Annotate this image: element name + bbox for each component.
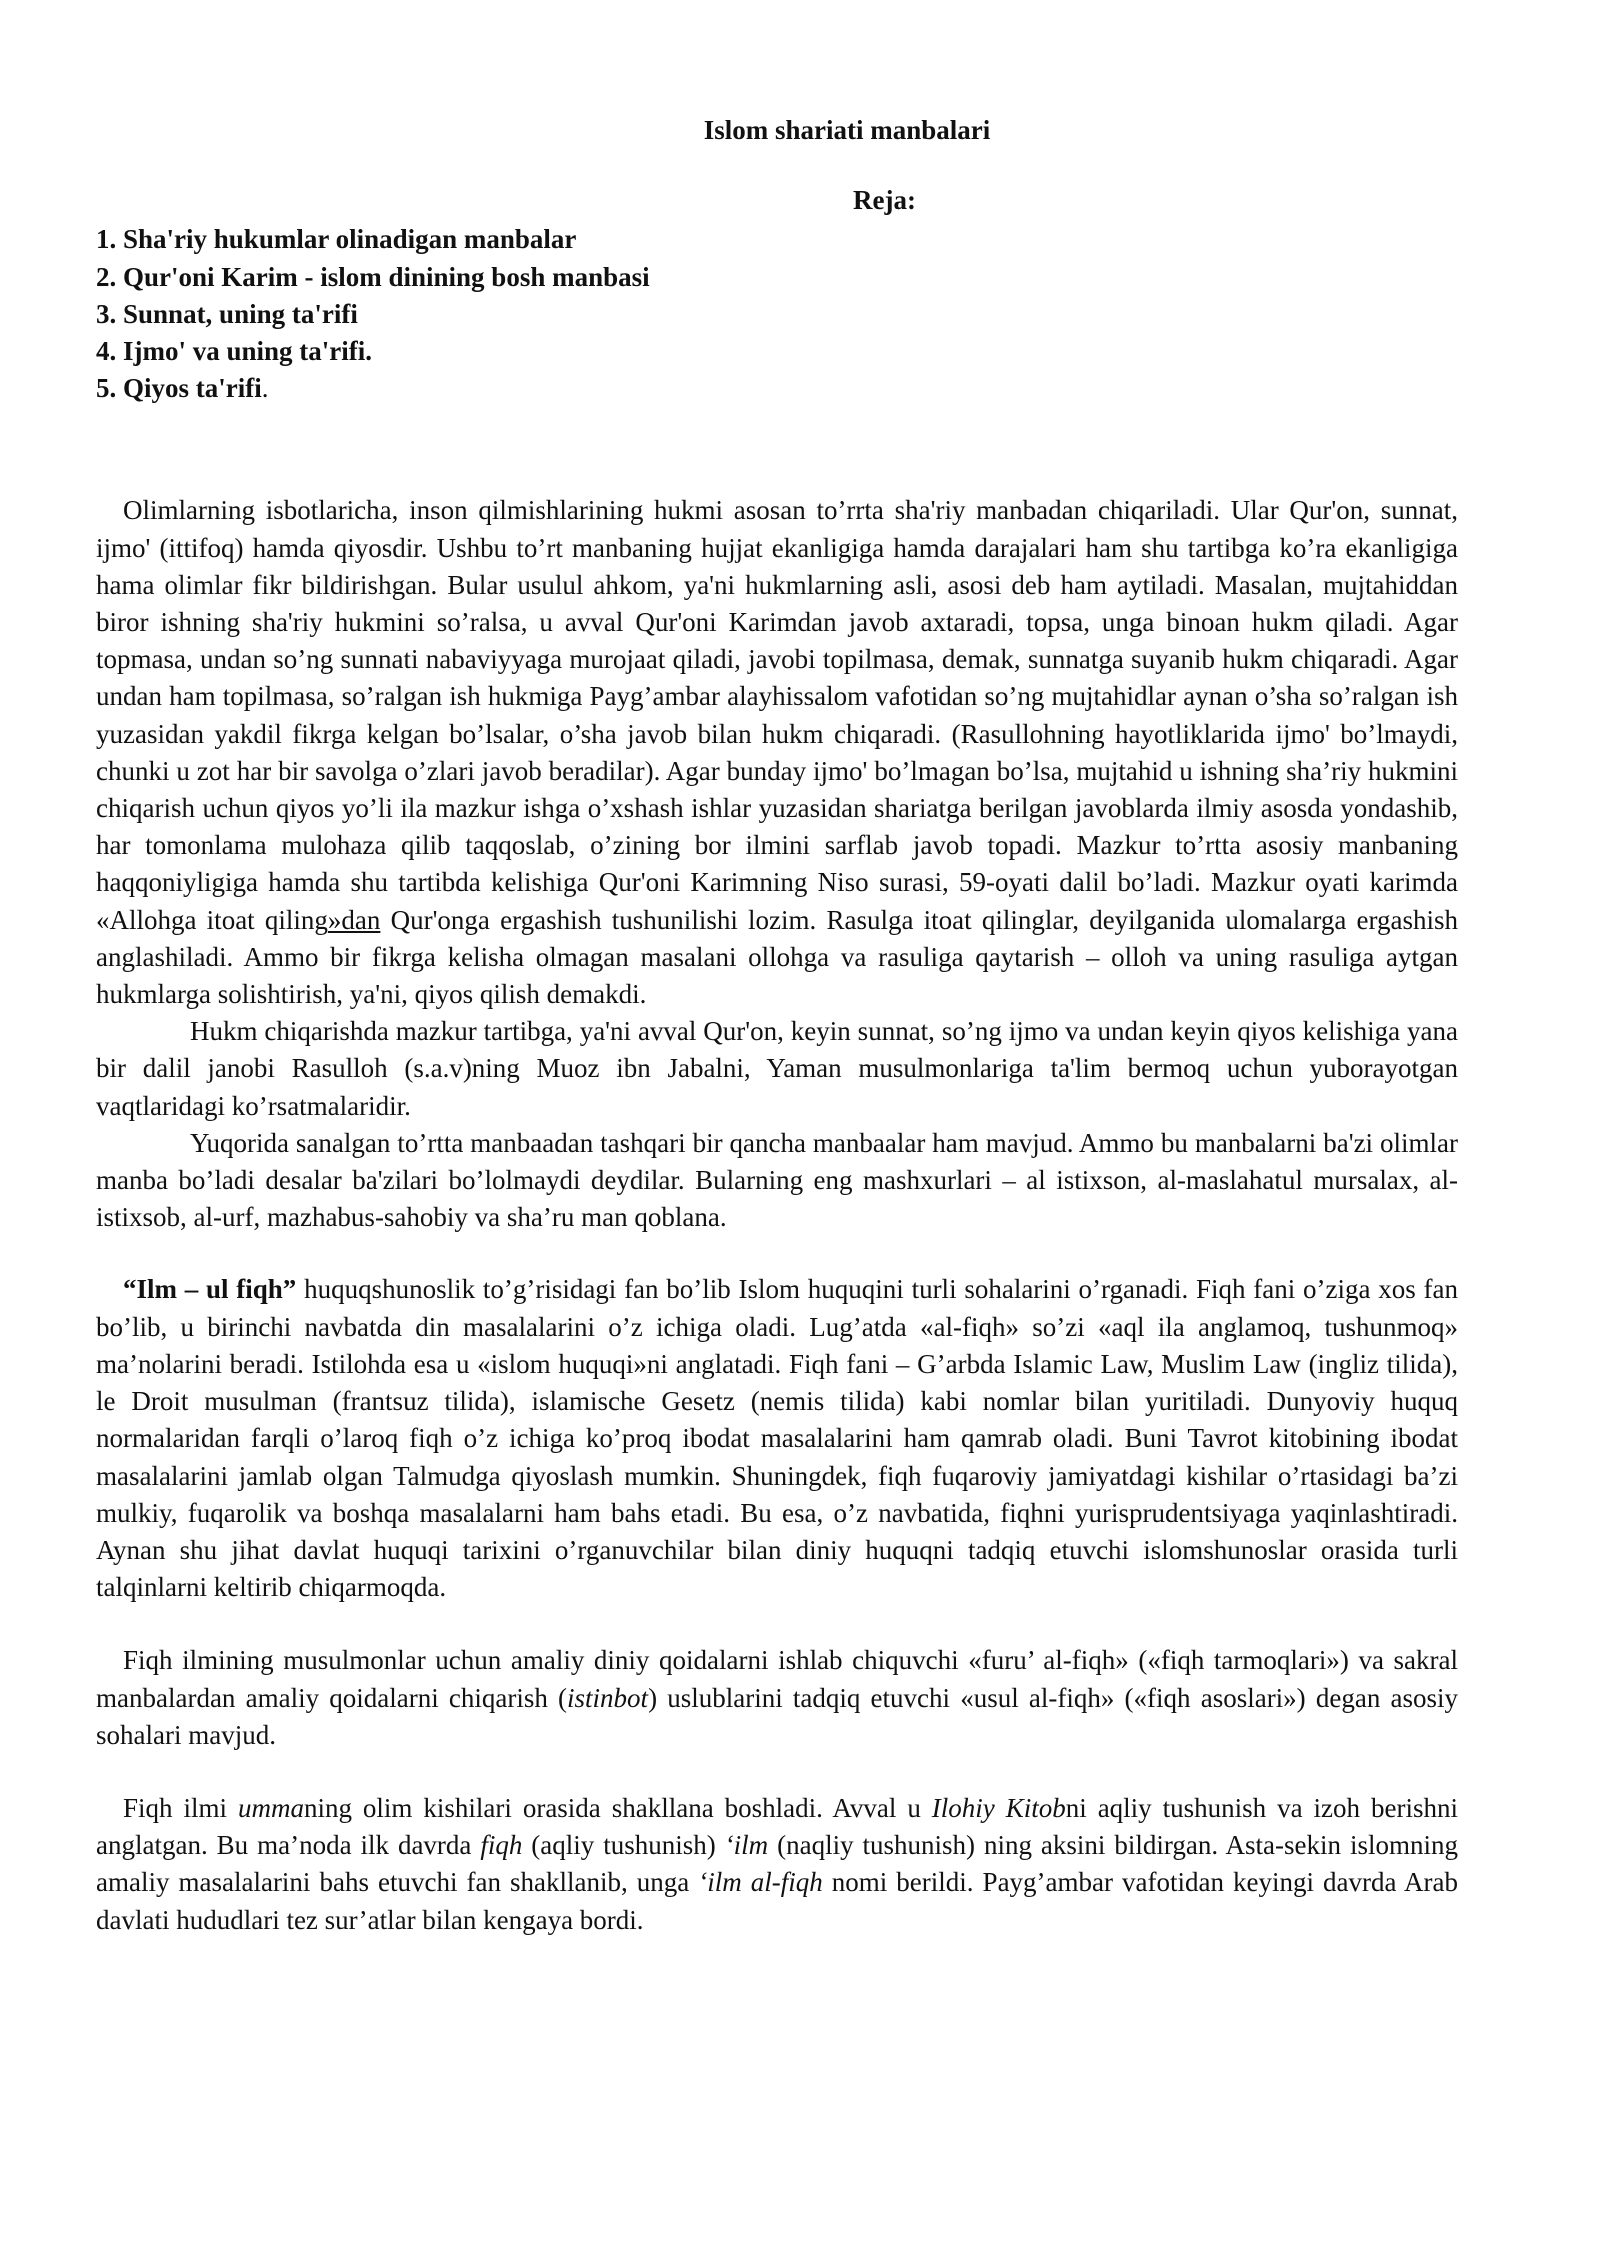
paragraph-text: nomi berildi. Payg’ambar vafotidan keyingi davrda Arab davlati hududlari tez sur’atlar bilan kengaya bordi. [96,1867,1458,1935]
paragraph-sources [96,492,1458,1013]
paragraph-text: (naqliy tushunish) ning aksini bildirgan. Asta-sekin islomning amaliy masalalarini bahs etuvchi fan shakllanib, unga [96,1830,1458,1898]
plan-item-text: 5. Qiyos ta'rifi [96,373,262,404]
paragraph-order: Hukm chiqarishda mazkur tartibga, ya'ni avval Qur'on, keyin sunnat, so’ng ijmo va undan keyin qiyos kelishiga yana bir dalil janobi Rasulloh (s.a.v)ning Muoz ibn Jabalni, Yaman musulmonlariga ta'lim bermoq uchun yuborayotgan vaqtlaridagi ko’rsatmalaridir. [96,1016,1458,1121]
paragraph-text: ) uslublarini tadqiq etuvchi «usul al-fiqh» («fiqh asoslari») degan asosiy sohalari mavjud. [96,1682,1458,1750]
paragraph-text: ni aqliy tushunish va izoh berishni anglatgan. Bu ma’noda ilk davrda [96,1792,1458,1861]
italic-term: ‘ilm [724,1830,769,1861]
paragraph-text: ning olim kishilari orasida shakllana boshladi. Avval u [303,1792,932,1823]
italic-term: ‘ilm al-fiqh [698,1867,823,1898]
paragraph-text: Qur'onga ergashish tushunilishi lozim. Rasulga itoat qilinglar, deyilganida ulomalarga ergashish anglashiladi. Ammo bir fikrga kelisha olmagan masalani ollohga va rasuliga qaytarish – olloh va uning rasuliga aytgan hukmlarga solishtirish, ya'ni, qiyos qilish demakdi. [96,904,1458,1010]
plan-item: 1. Sha'riy hukumlar olinadigan manbalar [96,224,577,255]
bold-term: “Ilm – ul fiqh” [123,1274,297,1305]
paragraph-text: huquqshunoslik to’g’risidagi fan bo’lib Islom huquqini turli sohalarini o’rganadi. Fiqh fani o’ziga xos fan bo’lib, u birinchi navbatda din masalalarini o’z ichiga oladi. Lug’atda «al-fiqh» so’zi «aql ila anglamoq, tushunmoq» ma’nolarini beradi. Istilohda esa u «islom huquqi»ni anglatadi. Fiqh fani – G’arbda Islamic Law, Muslim Law (ingliz tilida), le Droit musulman (frantsuz tilida), islamische Gesetz (nemis tilida) kabi nomlar bilan yuritiladi. Dunyoviy huquq normalaridan farqli o’laroq fiqh o’z ichiga ko’proq ibodat masalalarini ham qamrab oladi. Buni Tavrot kitobining ibodat masalalarini jamlab olgan Talmudga qiyoslash mumkin. Shuningdek, fiqh fuqaroviy jamiyatdagi kishilar o’rtasidagi ba’zi mulkiy, fuqarolik va boshqa masalalarni ham bahs etadi. Bu esa, o’z navbatida, fiqhni yurisprudentsiyaga yaqinlashtiradi. Aynan shu jihat davlat huquqi tarixini o’rganuvchilar bilan diniy huquqni tadqiq etuvchi islomshunoslar orasida turli talqinlarni keltirib chiqarmoqda. [96,1274,1458,1603]
paragraph-text: (aqliy tushunish) [522,1830,725,1861]
italic-term: istinbot [567,1682,649,1713]
plan-item-period: . [261,373,269,404]
underlined-text: »dan [327,904,381,935]
paragraph-ilm-ul-fiqh [96,1271,1458,1606]
plan-item: 3. Sunnat, uning ta'rifi [96,298,358,329]
plan-item: 2. Qur'oni Karim - islom dinining bosh manbasi [96,261,650,292]
paragraph-text: Fiqh ilmi [123,1792,238,1823]
paragraph-fiqh-branches [96,1642,1458,1754]
plan-label: Reja: [853,185,916,216]
paragraph-text: Olimlarning isbotlaricha, inson qilmishlarining hukmi asosan to’rrta sha'riy manbadan chiqariladi. Ular Qur'on, sunnat, ijmo' (ittifoq) hamda qiyosdir. Ushbu to’rt manbaning hujjat ekanligiga hamda darajalari ham shu tartibga ko’ra ekanligiga hama olimlar fikr bildirishgan. Bular usulul ahkom, ya'ni hukmlarning asli, asosi deb ham aytiladi. Masalan, mujtahiddan biror ishning sha'riy hukmini so’ralsa, u avval Qur'oni Karimdan javob axtaradi, topsa, unga binoan hukm qiladi. Agar topmasa, undan so’ng sunnati nabaviyyaga murojaat qiladi, javobi topilmasa, demak, sunnatga suyanib hukm chiqaradi. Agar undan ham topilmasa, so’ralgan ish hukmiga Payg’ambar alayhissalom vafotidan so’ng mujtahidlar aynan o’sha so’ralgan ish yuzasidan yakdil fikrga kelgan bo’lsalar, o’sha javob bilan hukm chiqaradi. (Rasullohning hayotliklarida ijmo' bo’lmaydi, chunki u zot har bir savolga o’zlari javob beradilar). Agar bunday ijmo' bo’lmagan bo’lsa, mujtahid u ishning sha’riy hukmini chiqarish uchun qiyos yo’li ila mazkur ishga o’xshash ishlar yuzasidan shariatga berilgan javoblarda ilmiy asosda yondashib, har tomonlama mulohaza qilib taqqoslab, o’zining bor ilmini sarflab javob topadi. Mazkur to’rtta asosiy manbaning haqqoniyligiga hamda shu tartibda kelishiga Qur'oni Karimning Niso surasi, 59-oyati dalil bo’ladi. Mazkur oyati karimda «Allohga itoat qiling [96,495,1458,935]
plan-outline [96,221,1458,407]
plan-item: 4. Ijmo' va uning ta'rifi. [96,336,373,367]
document-page [96,112,1458,1939]
paragraph-fiqh-history [96,1790,1458,1939]
paragraph-text: Fiqh ilmining musulmonlar uchun amaliy diniy qoidalarni ishlab chiquvchi «furu’ al-fiqh» («fiqh tarmoqlari») va sakral manbalardan amaliy qoidalarni chiqarish ( [96,1645,1458,1713]
italic-term: Ilohiy Kitob [931,1792,1066,1823]
plan-item [96,370,1458,407]
italic-term: fiqh [480,1830,523,1861]
paragraph-other-sources: Yuqorida sanalgan to’rtta manbaadan tashqari bir qancha manbaalar ham mavjud. Ammo bu manbalarni ba'zi olimlar manba bo’ladi desalar ba'zilari bo’lolmaydi deydilar. Bularning eng mashxurlari – al istixson, al-maslahatul mursalax, al-istixsob, al-urf, mazhabus-sahobiy va sha’ru man qoblana. [96,1127,1458,1233]
italic-term: umma [237,1792,304,1823]
document-title: Islom shariati manbalari [703,115,991,145]
